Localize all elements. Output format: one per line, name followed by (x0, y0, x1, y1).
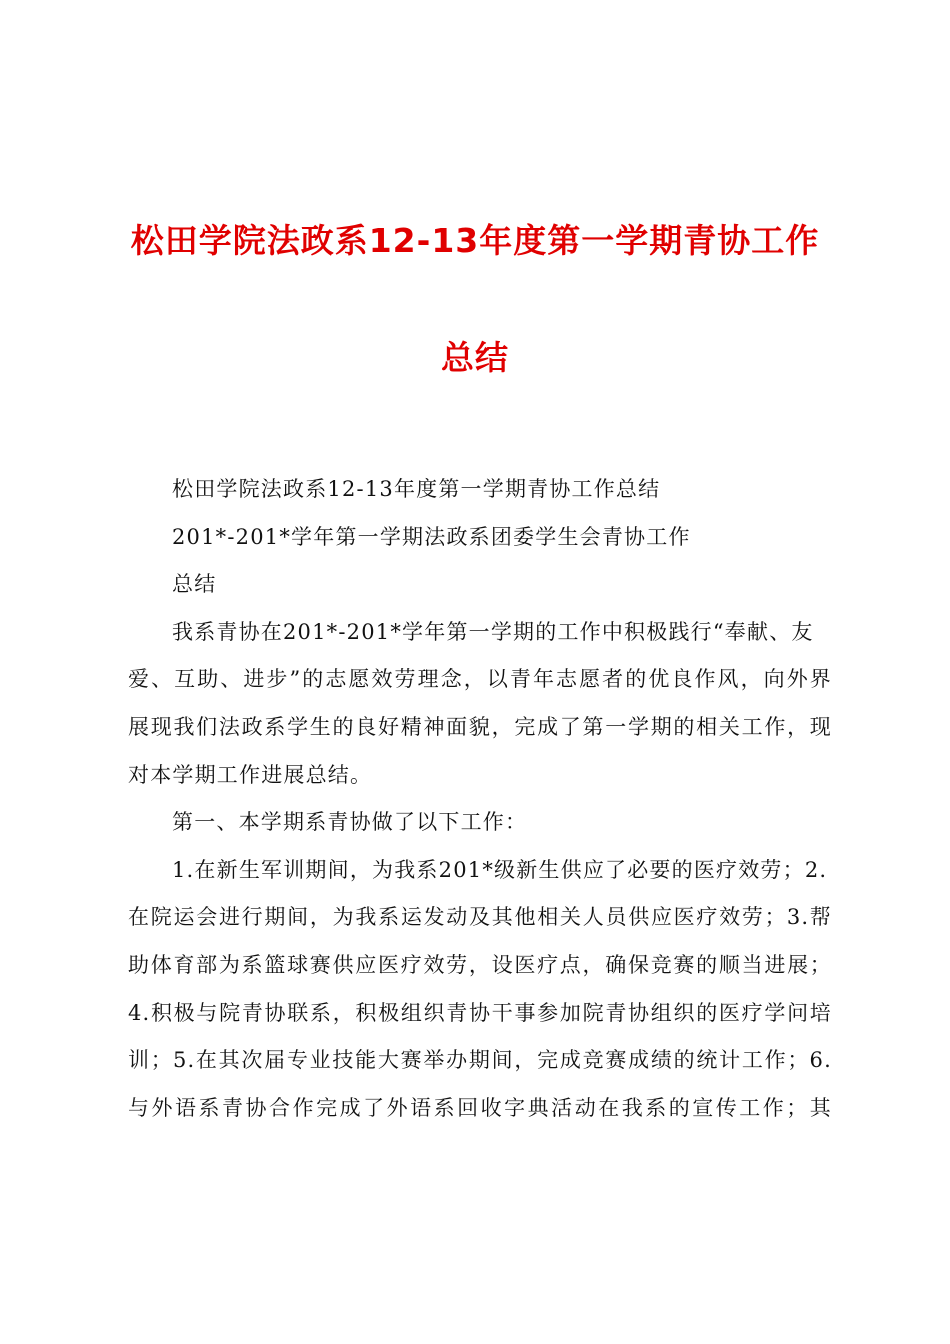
paragraph-2-line-6: 与外语系青协合作完成了外语系回收字典活动在我系的宣传工作；其 (128, 1095, 832, 1120)
heading-line-2: 总结 (172, 572, 217, 597)
paragraph-2-line-4: 4.积极与院青协联系，积极组织青协干事参加院青协组织的医疗学问培 (128, 1000, 832, 1025)
document-title-line-1: 松田学院法政系12-13年度第一学期青协工作 (130, 221, 820, 260)
subtitle-line: 松田学院法政系12-13年度第一学期青协工作总结 (172, 477, 661, 501)
section-heading: 第一、本学期系青协做了以下工作： (172, 810, 528, 835)
paragraph-2-line-1: 1.在新生军训期间，为我系201*级新生供应了必要的医疗效劳；2. (172, 857, 828, 882)
document-body (128, 466, 832, 1132)
paragraph-2-line-3: 助体育部为系篮球赛供应医疗效劳，设医疗点，确保竞赛的顺当进展； (128, 952, 832, 977)
paragraph-1-line-1: 我系青协在201*-201*学年第一学期的工作中积极践行“奉献、友 (172, 619, 814, 644)
paragraph-2-line-5: 训；5.在其次届专业技能大赛举办期间，完成竞赛成绩的统计工作；6. (128, 1048, 832, 1073)
paragraph-1-line-3: 展现我们法政系学生的良好精神面貌，完成了第一学期的相关工作，现 (128, 714, 832, 739)
paragraph-1-line-4: 对本学期工作进展总结。 (128, 762, 373, 787)
heading-line-1: 201*-201*学年第一学期法政系团委学生会青协工作 (172, 524, 691, 549)
document-title-line-2: 总结 (441, 338, 509, 377)
paragraph-1-line-2: 爱、互助、进步”的志愿效劳理念，以青年志愿者的优良作风，向外界 (128, 667, 832, 692)
paragraph-2-line-2: 在院运会进行期间，为我系运发动及其他相关人员供应医疗效劳；3.帮 (128, 905, 832, 930)
